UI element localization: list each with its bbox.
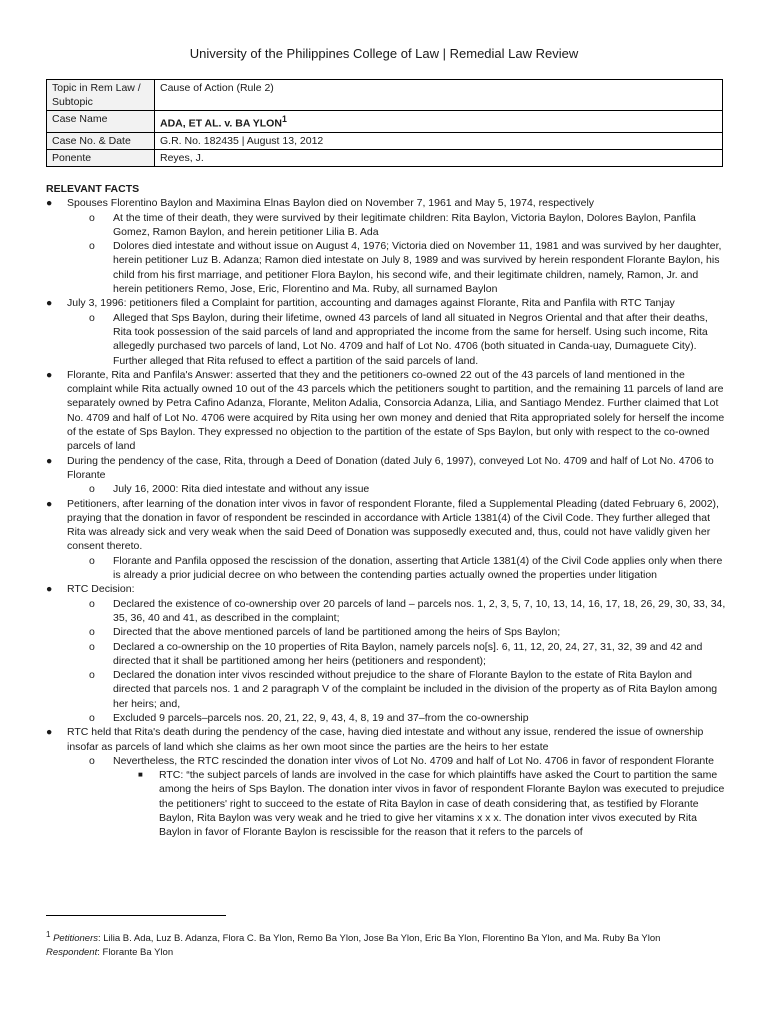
bullet-icon: ● [46,583,53,596]
case-name-value [155,111,723,133]
list-item [46,625,726,639]
fact-text: Alleged that Sps Baylon, during their lifetime, owned 43 parcels of land all situated in Negros Oriental and that after their deaths, Rita took possession of the said parcels of land and appropriated the income from the same for herself. Using such income, Rita allegedly purchased two parcels of land, Lot No. 4709 and half of Lot No. 4706 (both situated in Canda-uay, Dumaguete City). Further alleged that Rita refused to effect a partition of the said parcels of land. [113,311,708,367]
fact-text: Florante, Rita and Panfila's Answer: asserted that they and the petitioners co-owned 22 out of the 43 parcels of land mentioned in the complaint while Rita actually owned 10 out of the 43 parcels which the petitioners sought to partition, and the remaining 11 parcels of land are separately owned by Petra Cafino Adanza, Florante, Meliton Adalia, Consorcia Adanza, Lilia, and Santiago Mendez. Further claimed that Lot No. 4709 and half of Lot No. 4706 were acquired by Rita using her own money and denied that Rita appropriated solely for herself the income of the estate of Sps Baylon. They expressed no objection to the partition of the estate of Sps Baylon, but only with respect to the co-owned parcels of land [67,368,725,453]
fact-text: Spouses Florentino Baylon and Maximina Elnas Baylon died on November 7, 1961 and May 5, 1974, respectively [67,197,595,210]
fact-text: At the time of their death, they were survived by their legitimate children: Rita Baylon, Victoria Baylon, Dolores Baylon, Panfila Gomez, Ramon Baylon, and herein petitioner Lilia B. Ada [113,211,696,238]
list-item [46,597,726,626]
ponente-label: Ponente [47,149,155,166]
topic-value: Cause of Action (Rule 2) [155,80,723,111]
list-item [46,640,726,669]
fact-text: RTC Decision: [67,583,135,596]
circle-bullet-icon: o [89,640,95,653]
fact-text: Excluded 9 parcels–parcels nos. 20, 21, 22, 9, 43, 4, 8, 19 and 37–from the co-ownership [113,711,529,724]
fact-text: Declared the donation inter vivos rescinded without prejudice to the share of Florante Baylon to the estate of Rita Baylon and directed that parcels nos. 1 and 2 paragraph V of the complaint be included in the division of the property as of Rita Baylon among her heirs; and, [113,669,718,710]
circle-bullet-icon: o [89,211,95,224]
table-row [47,111,723,133]
case-no-value: G.R. No. 182435 | August 13, 2012 [155,132,723,149]
list-item [46,296,726,310]
circle-bullet-icon: o [89,711,95,724]
circle-bullet-icon: o [89,626,95,639]
facts-heading: RELEVANT FACTS [46,183,140,195]
quote-text: RTC: “the subject parcels of lands are involved in the case for which plaintiffs have asked the Court to partition the same among the heirs of Sps Baylon. The donation inter vivos in favor of respondent Florante Baylon was executed to prejudice the petitioners' right to succeed to the estate of Rita Baylon in case of death considering that, as testified by Florante Baylon, Rita Baylon was very weak and he tried to give her vitamins x x x. The donation inter vivos executed by Rita Baylon in favor of Florante Baylon is rescissible for the reason that it refers to the parcels of [159,769,725,839]
ponente-value: Reyes, J. [155,149,723,166]
bullet-icon: ● [46,726,53,739]
fact-text: July 3, 1996: petitioners filed a Complaint for partition, accounting and damages against Florante, Rita and Panfila with RTC Tanjay [67,297,675,310]
case-name-label: Case Name [47,111,155,133]
list-item [46,754,726,768]
square-bullet-icon: ■ [138,770,143,780]
footnote-respondent [46,946,726,960]
petitioners-label: Petitioners [53,933,98,945]
case-name-text: ADA, ET AL. v. BA YLON [160,117,282,130]
fact-text: Petitioners, after learning of the donation inter vivos in favor of respondent Florante, filed a Supplemental Pleading (dated February 6, 2002), praying that the donation in favor of respondent be rescinded in accordance with Article 1381(4) of the Civil Code. They further alleged that Rita was already sick and very weak when the said Deed of Donation was supposedly executed and, thus, could not have validly given her consent thereto. [67,497,719,553]
table-row [47,132,723,149]
bullet-icon: ● [46,197,53,210]
case-info-table [46,79,723,167]
list-item [46,239,726,296]
respondent-text: : Florante Ba Ylon [97,947,174,959]
list-item [46,711,726,725]
list-item [46,211,726,240]
page-title: University of the Philippines College of Law | Remedial Law Review [189,46,579,61]
list-item [46,668,726,711]
circle-bullet-icon: o [89,754,95,767]
topic-label: Topic in Rem Law / Subtopic [47,80,155,111]
fact-text: RTC held that Rita's death during the pendency of the case, having died intestate and without any issue, rendered the issue of ownership insofar as parcels of land which she claims as her own moot since the parties are the heirs to her estate [67,726,704,753]
list-item [46,454,726,483]
list-item [46,196,726,210]
bullet-icon: ● [46,497,53,510]
relevant-facts [46,182,726,840]
list-item [46,554,726,583]
list-item [46,497,726,554]
circle-bullet-icon: o [89,240,95,253]
case-name-footnote-ref: 1 [281,114,287,124]
table-row [47,149,723,166]
bullet-icon: ● [46,368,53,381]
bullet-icon: ● [46,297,53,310]
footnote-divider [46,915,226,916]
fact-text: Directed that the above mentioned parcels of land be partitioned among the heirs of Sps Baylon; [113,626,561,639]
fact-text: Nevertheless, the RTC rescinded the donation inter vivos of Lot No. 4709 and half of Lot No. 4706 in favor of respondent Florante [113,754,715,767]
fact-text: July 16, 2000: Rita died intestate and without any issue [113,483,370,496]
list-item [46,582,726,596]
footnote-number: 1 [46,930,51,939]
circle-bullet-icon: o [89,669,95,682]
fact-text: Declared a co-ownership on the 10 properties of Rita Baylon, namely parcels no[s]. 6, 11, 12, 20, 24, 27, 31, 32, 39 and 42 and directed that it shall be partitioned among her heirs (petitioners and respondent); [113,640,703,667]
respondent-label: Respondent [46,947,98,959]
case-no-label: Case No. & Date [47,132,155,149]
footnote-petitioners [46,928,726,946]
fact-text: During the pendency of the case, Rita, through a Deed of Donation (dated July 6, 1997), conveyed Lot No. 4709 and half of Lot No. 4706 to Florante [67,454,714,481]
list-item [46,768,726,839]
petitioners-text: : Lilia B. Ada, Luz B. Adanza, Flora C. Ba Ylon, Remo Ba Ylon, Jose Ba Ylon, Eric Ba Ylon, Florentino Ba Ylon, and Ma. Ruby Ba Ylon [97,933,661,945]
table-row [47,80,723,111]
circle-bullet-icon: o [89,311,95,324]
list-item [46,368,726,454]
list-item [46,311,726,368]
fact-text: Declared the existence of co-ownership over 20 parcels of land – parcels nos. 1, 2, 3, 5, 7, 10, 13, 14, 16, 17, 18, 26, 29, 30, 33, 34, 35, 36, 40 and 41, as described in the complaint; [113,597,726,624]
circle-bullet-icon: o [89,597,95,610]
footnote [46,928,726,960]
list-item [46,725,726,754]
circle-bullet-icon: o [89,483,95,496]
fact-text: Florante and Panfila opposed the rescission of the donation, asserting that Article 1381(4) of the Civil Code applies only when there is already a prior judicial decree on who between the contending parties actually owned the properties under litigation [113,554,723,582]
bullet-icon: ● [46,454,53,467]
circle-bullet-icon: o [89,554,95,567]
list-item [46,482,726,496]
fact-text: Dolores died intestate and without issue on August 4, 1976; Victoria died on November 11, 1981 and was survived by her daughter, herein petitioner Luz B. Adanza; Ramon died intestate on July 8, 1989 and was survived by herein respondent Florante Baylon, his child from his first marriage, and petitioner Flora Baylon, his second wife, and their legitimate children, namely, Ramon, Jr. and herein petitioners Remo, Jose, Eric, Florentino and Ma. Ruby, all surnamed Baylon [113,240,722,296]
